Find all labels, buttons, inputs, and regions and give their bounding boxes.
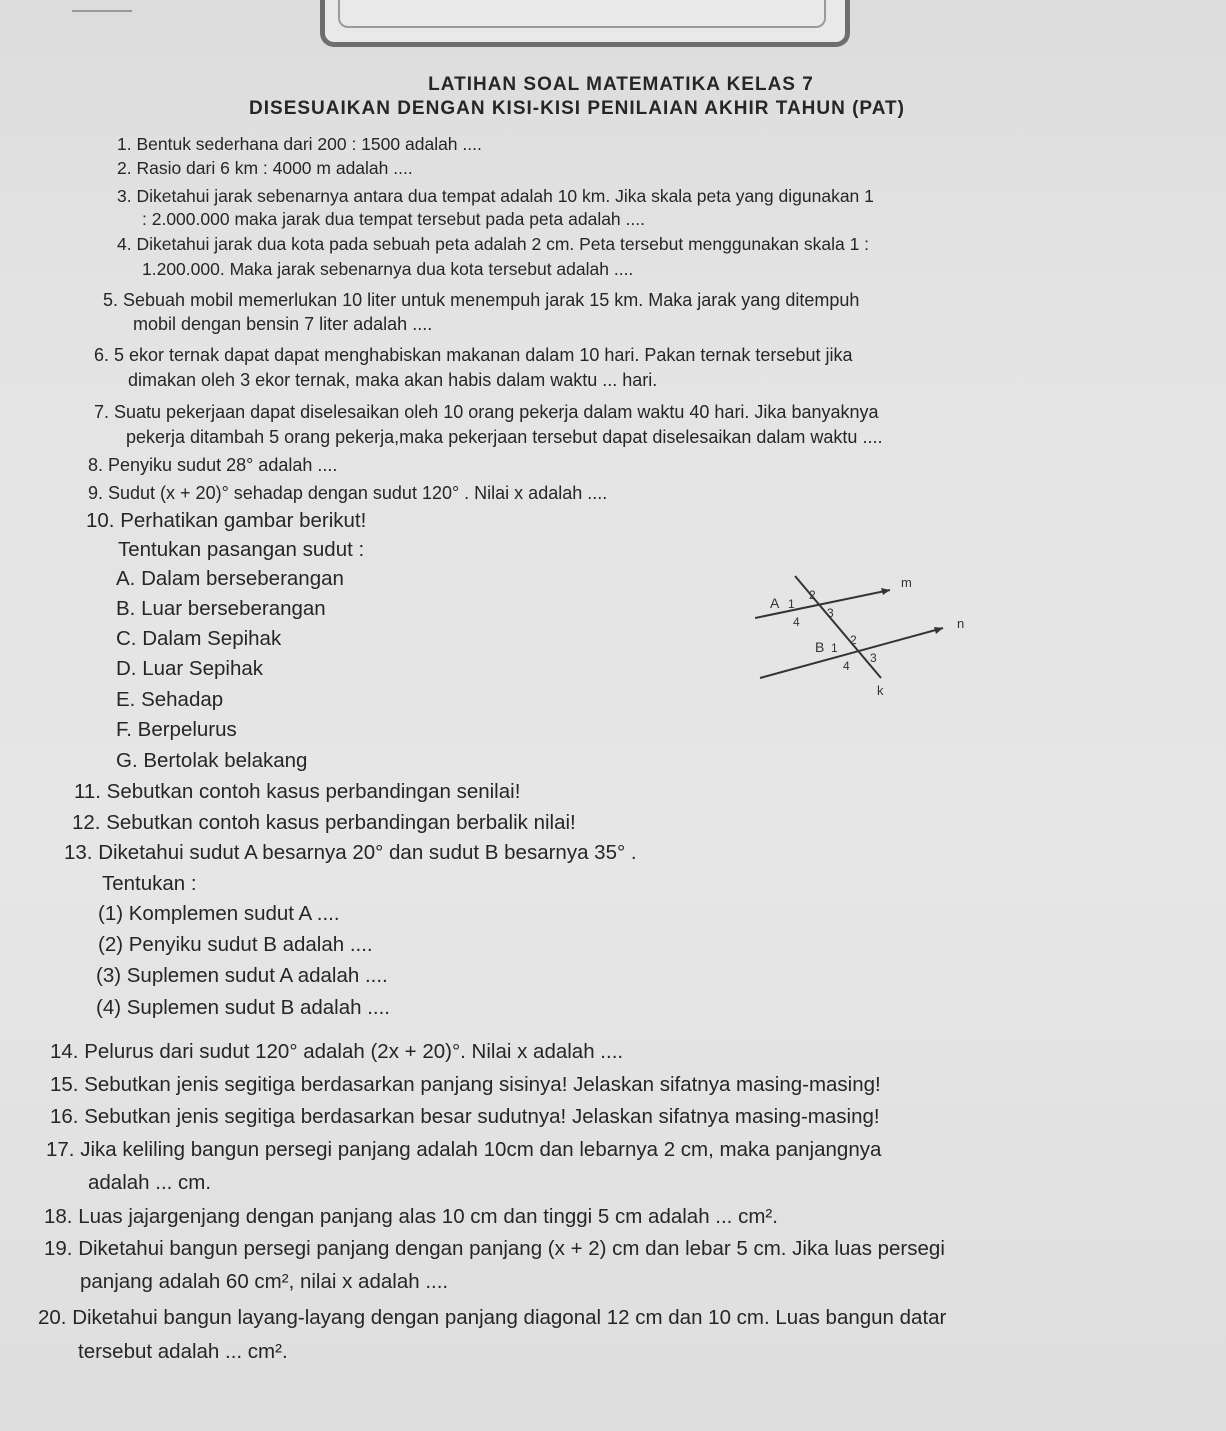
question-13-item-3: (3) Suplemen sudut A adalah .... (96, 964, 388, 987)
label-a3: 3 (827, 606, 834, 620)
question-10-option-a: A. Dalam berseberangan (116, 567, 344, 590)
label-k: k (877, 683, 884, 698)
label-point-b: B (815, 639, 825, 655)
question-7-line-2: pekerja ditambah 5 orang pekerja,maka pekerjaan tersebut dapat diselesaikan dalam waktu .... (126, 427, 883, 447)
question-18: 18. Luas jajargenjang dengan panjang alas 10 cm dan tinggi 5 cm adalah ... cm². (44, 1205, 778, 1228)
label-point-a: A (770, 595, 780, 611)
worksheet-subtitle: DISESUAIKAN DENGAN KISI-KISI PENILAIAN AKHIR TAHUN (PAT) (249, 98, 905, 119)
question-13-line-2: Tentukan : (102, 872, 197, 895)
label-b1: 1 (831, 641, 838, 655)
question-1: 1. Bentuk sederhana dari 200 : 1500 adalah .... (117, 134, 482, 154)
question-7-line-1: 7. Suatu pekerjaan dapat diselesaikan oleh 10 orang pekerja dalam waktu 40 hari. Jika banyaknya (94, 402, 879, 422)
question-19-line-2: panjang adalah 60 cm², nilai x adalah .... (80, 1270, 449, 1293)
question-2: 2. Rasio dari 6 km : 4000 m adalah .... (117, 158, 413, 178)
question-12: 12. Sebutkan contoh kasus perbandingan berbalik nilai! (72, 811, 576, 834)
label-m: m (901, 575, 912, 590)
question-4-line-2: 1.200.000. Maka jarak sebenarnya dua kota tersebut adalah .... (142, 259, 634, 279)
question-3-line-1: 3. Diketahui jarak sebenarnya antara dua tempat adalah 10 km. Jika skala peta yang digunakan 1 (117, 186, 874, 206)
question-10-option-c: C. Dalam Sepihak (116, 627, 282, 650)
question-10-option-g: G. Bertolak belakang (116, 749, 308, 772)
question-4-line-1: 4. Diketahui jarak dua kota pada sebuah peta adalah 2 cm. Peta tersebut menggunakan skala 1 : (117, 234, 870, 254)
question-17-line-1: 17. Jika keliling bangun persegi panjang adalah 10cm dan lebarnya 2 cm, maka panjangnya (46, 1138, 882, 1161)
label-b3: 3 (870, 651, 877, 665)
label-a1: 1 (788, 597, 795, 611)
question-3-line-2: : 2.000.000 maka jarak dua tempat tersebut pada peta adalah .... (142, 209, 645, 229)
worksheet-title: LATIHAN SOAL MATEMATIKA KELAS 7 (428, 74, 814, 95)
question-5-line-2: mobil dengan bensin 7 liter adalah .... (133, 314, 433, 334)
question-13-item-1: (1) Komplemen sudut A .... (98, 902, 340, 925)
label-a4: 4 (793, 615, 800, 629)
question-6-line-2: dimakan oleh 3 ekor ternak, maka akan habis dalam waktu ... hari. (128, 370, 658, 390)
question-15: 15. Sebutkan jenis segitiga berdasarkan panjang sisinya! Jelaskan sifatnya masing-masing! (50, 1073, 881, 1096)
question-5-line-1: 5. Sebuah mobil memerlukan 10 liter untuk menempuh jarak 15 km. Maka jarak yang ditempuh (103, 290, 860, 310)
question-9: 9. Sudut (x + 20)° sehadap dengan sudut 120° . Nilai x adalah .... (88, 483, 608, 503)
parallel-lines-figure (755, 570, 985, 700)
clipboard-clip-inner (338, 0, 826, 28)
question-17-line-2: adalah ... cm. (88, 1171, 212, 1194)
question-16: 16. Sebutkan jenis segitiga berdasarkan besar sudutnya! Jelaskan sifatnya masing-masing! (50, 1105, 880, 1128)
question-14: 14. Pelurus dari sudut 120° adalah (2x + 20)°. Nilai x adalah .... (50, 1040, 624, 1063)
question-13-item-2: (2) Penyiku sudut B adalah .... (98, 933, 373, 956)
question-8: 8. Penyiku sudut 28° adalah .... (88, 455, 338, 475)
label-b4: 4 (843, 659, 850, 673)
question-10-line-2: Tentukan pasangan sudut : (118, 538, 365, 561)
question-13-item-4: (4) Suplemen sudut B adalah .... (96, 996, 391, 1019)
label-b2: 2 (850, 633, 857, 647)
question-10-option-e: E. Sehadap (116, 688, 224, 711)
question-19-line-1: 19. Diketahui bangun persegi panjang dengan panjang (x + 2) cm dan lebar 5 cm. Jika luas persegi (44, 1237, 945, 1260)
label-a2: 2 (809, 588, 816, 602)
question-10-option-d: D. Luar Sepihak (116, 657, 264, 680)
label-n: n (957, 616, 965, 631)
question-20-line-2: tersebut adalah ... cm². (78, 1340, 288, 1363)
pen-mark (72, 10, 132, 12)
arrow-m (881, 588, 890, 595)
line-k (795, 576, 881, 678)
question-11: 11. Sebutkan contoh kasus perbandingan senilai! (74, 780, 521, 803)
question-13-line-1: 13. Diketahui sudut A besarnya 20° dan sudut B besarnya 35° . (64, 841, 637, 864)
question-10-option-b: B. Luar berseberangan (116, 597, 326, 620)
question-10-option-f: F. Berpelurus (116, 718, 237, 741)
question-6-line-1: 6. 5 ekor ternak dapat dapat menghabiskan makanan dalam 10 hari. Pakan ternak tersebut jika (94, 345, 853, 365)
question-20-line-1: 20. Diketahui bangun layang-layang dengan panjang diagonal 12 cm dan 10 cm. Luas bangun datar (38, 1306, 947, 1329)
arrow-n (934, 627, 943, 634)
question-10-line-1: 10. Perhatikan gambar berikut! (86, 509, 367, 532)
